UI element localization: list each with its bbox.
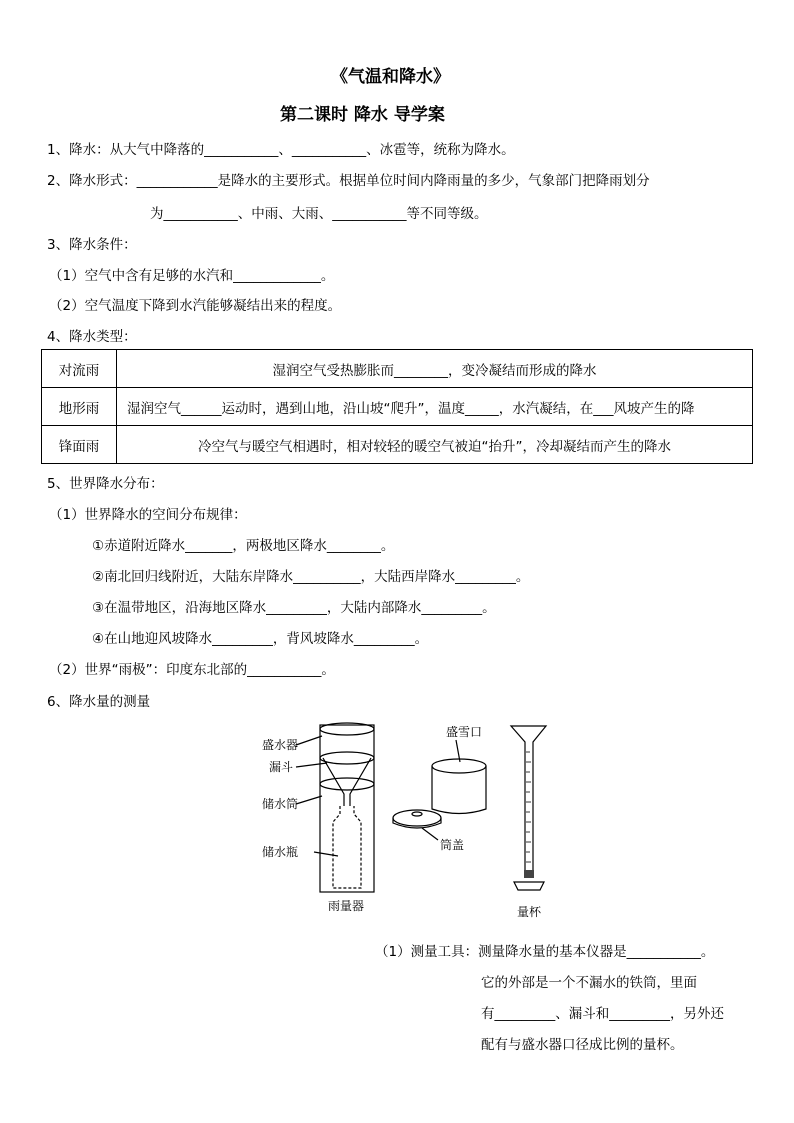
type-label: 地形雨	[42, 388, 117, 426]
question-5-subheading-2: （2）世界“雨极”：印度东北部的___________。	[49, 662, 335, 678]
list-item: ②南北回归线附近，大陆东岸降水__________，大陆西岸降水_________。	[92, 569, 530, 585]
label-funnel: 漏斗	[269, 760, 294, 774]
precipitation-types-table	[41, 349, 753, 464]
list-item: ①赤道附近降水_______，两极地区降水________。	[92, 538, 395, 554]
question-2-line-2: 为___________、中雨、大雨、___________等不同等级。	[150, 206, 488, 222]
question-4-heading: 4、降水类型：	[47, 329, 137, 345]
rain-gauge-body	[320, 725, 374, 892]
measuring-cup	[511, 726, 546, 876]
type-description: 湿润空气受热膨胀而________，变冷凝结而形成的降水	[117, 350, 753, 388]
rain-gauge-figure	[250, 718, 560, 923]
question-6-item-line-4: 配有与盛水器口径成比例的量杯。	[481, 1037, 684, 1053]
question-6-item-line-1: （1）测量工具：测量降水量的基本仪器是___________。	[375, 944, 715, 960]
list-item: ④在山地迎风坡降水_________，背风坡降水_________。	[92, 631, 429, 647]
label-collector: 盛水器	[262, 738, 299, 752]
question-5-heading: 5、世界降水分布：	[47, 476, 164, 492]
question-3-item-1: （1）空气中含有足够的水汽和_____________。	[49, 268, 335, 284]
question-5-subheading-1: （1）世界降水的空间分布规律：	[49, 507, 247, 523]
type-description: 湿润空气______运动时，遇到山地，沿山坡“爬升”，温度_____，水汽凝结，在___风坡产生的降	[117, 388, 753, 426]
type-description: 冷空气与暖空气相遇时，相对较轻的暖空气被迫“抬升”，冷却凝结而产生的降水	[117, 426, 753, 464]
doc-title: 《气温和降水》	[331, 67, 450, 87]
label-snow-mouth: 盛雪口	[446, 725, 483, 739]
question-3-item-2: （2）空气温度下降到水汽能够凝结出来的程度。	[49, 298, 342, 314]
table-row	[42, 388, 753, 426]
label-rain-gauge: 雨量器	[328, 899, 365, 913]
question-2-line-1: 2、降水形式：____________是降水的主要形式。根据单位时间内降雨量的多少，气象部门把降雨划分	[47, 173, 650, 189]
table-row	[42, 350, 753, 388]
label-cap: 筒盖	[440, 838, 465, 852]
label-cylinder: 储水筒	[262, 797, 299, 811]
label-measuring-cup: 量杯	[517, 905, 542, 919]
list-item: ③在温带地区，沿海地区降水_________，大陆内部降水_________。	[92, 600, 496, 616]
question-1: 1、降水：从大气中降落的___________、___________、冰雹等，统称为降水。	[47, 142, 515, 158]
question-6-heading: 6、降水量的测量	[47, 694, 151, 710]
question-3-heading: 3、降水条件：	[47, 237, 137, 253]
question-6-item-line-2: 它的外部是一个不漏水的铁筒，里面	[481, 975, 697, 991]
table-row	[42, 426, 753, 464]
question-6-item-line-3: 有_________、漏斗和_________，另外还	[481, 1006, 724, 1022]
doc-subtitle: 第二课时 降水 导学案	[280, 105, 445, 125]
label-bottle: 储水瓶	[262, 845, 299, 859]
type-label: 锋面雨	[42, 426, 117, 464]
water-bottle	[333, 806, 361, 888]
type-label: 对流雨	[42, 350, 117, 388]
